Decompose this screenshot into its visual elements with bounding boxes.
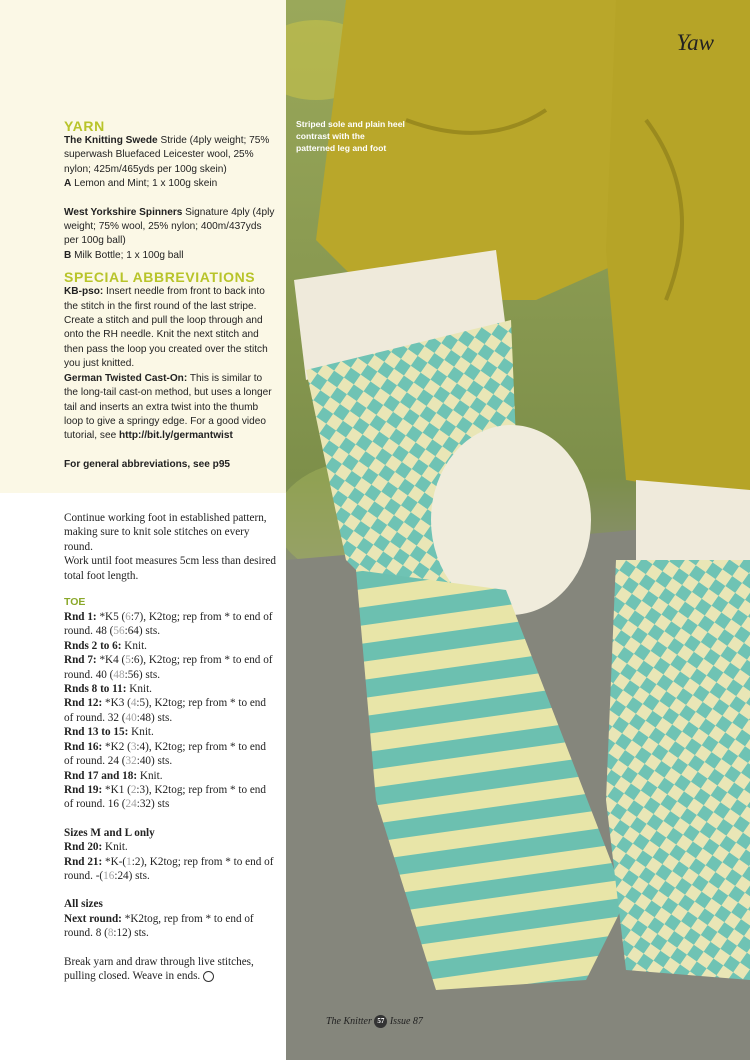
size-value: 16 — [103, 869, 115, 882]
issue-number: Issue 87 — [389, 1015, 423, 1027]
abbrev-term: German Twisted Cast-On: — [64, 372, 188, 384]
page-number: 57 — [374, 1015, 387, 1028]
round-text: *K2 ( — [102, 740, 131, 753]
round-text: Knit. — [126, 683, 152, 696]
round-text: :5), K2tog; rep from * to end of round. 32 ( — [64, 697, 266, 724]
round-text: :48) sts. — [136, 711, 173, 724]
round-text: :64) sts. — [124, 625, 161, 638]
size-value: 32 — [125, 755, 137, 768]
yarn-colour: Milk Bottle; 1 x 100g ball — [71, 249, 184, 261]
toe-heading: TOE — [64, 596, 86, 609]
yarn-heading: YARN — [64, 118, 105, 134]
photo-caption: Striped sole and plain heel contrast with the patterned leg and foot — [296, 119, 405, 153]
size-value: 1 — [126, 855, 132, 868]
yarn-desc: Stride (4ply weight; 75% superwash Bluefaced Leicester wool, 25% nylon; 425m/465yds per 100g skein) — [64, 135, 270, 175]
round-13-15 — [64, 725, 276, 739]
round-8-11 — [64, 682, 276, 696]
size-value: 4 — [130, 697, 137, 710]
yarn-brand: West Yorkshire Spinners — [64, 206, 183, 218]
round-7 — [64, 653, 276, 682]
page-footer — [326, 1015, 423, 1028]
round-text: :7), K2tog; rep from * to end of round. 48 ( — [64, 611, 273, 638]
size-value: 48 — [113, 668, 125, 681]
round-label: Rnd 16: — [64, 740, 103, 753]
round-label: Rnds 2 to 6: — [64, 639, 122, 652]
round-1 — [64, 610, 276, 639]
sizes-heading — [64, 826, 276, 840]
round-label: Rnd 13 to 15: — [64, 726, 129, 739]
size-value: 40 — [125, 711, 137, 724]
finishing-text — [64, 955, 276, 984]
magazine-name: The Knitter — [326, 1015, 372, 1027]
yarn-brand: The Knitting Swede — [64, 135, 158, 146]
yarn-code: A — [64, 178, 72, 190]
size-value: 2 — [130, 783, 137, 796]
round-label: Rnd 20: — [64, 841, 103, 854]
round-text: *K3 ( — [102, 697, 131, 710]
round-text: :32) sts — [136, 798, 170, 811]
round-16 — [64, 740, 276, 769]
intro-text: Work until foot measures 5cm less than desired total foot length. — [64, 555, 276, 582]
yarn-section — [64, 118, 276, 472]
round-text: :40) sts. — [136, 755, 173, 768]
round-text: :2), K2tog; rep from * to end of round. -( — [64, 855, 274, 882]
finish-text: Break yarn and draw through live stitches, pulling closed. Weave in ends. — [64, 955, 254, 982]
sizes-label: All sizes — [64, 898, 103, 911]
round-text: *K1 ( — [102, 783, 131, 796]
round-text: :3), K2tog; rep from * to end of round. 16 ( — [64, 783, 266, 811]
abbrev-german-cast-on — [64, 372, 276, 444]
round-label: Rnd 17 and 18: — [64, 769, 138, 782]
round-text: *K2tog, rep from * to end of round. 8 ( — [64, 912, 254, 940]
round-label: Rnds 8 to 11: — [64, 683, 127, 696]
size-value: 56 — [113, 625, 125, 638]
size-value: 6 — [125, 611, 131, 624]
page-title: Yaw — [676, 30, 714, 55]
round-2-6 — [64, 639, 276, 653]
round-text: :12) sts. — [113, 927, 149, 940]
end-mark-icon — [203, 971, 214, 982]
round-text: :4), K2tog; rep from * to end of round. 24 ( — [64, 740, 266, 768]
yarn-colour: Lemon and Mint; 1 x 100g skein — [71, 178, 218, 190]
next-round — [64, 912, 276, 941]
all-sizes-heading — [64, 897, 276, 911]
round-text: *K4 ( — [96, 654, 126, 667]
round-label: Rnd 12: — [64, 697, 103, 710]
general-abbrev-note — [64, 458, 276, 472]
yarn-code: B — [64, 249, 72, 261]
abbrev-text: Insert needle from front to back into the stitch in the first round of the last stripe. Create a stitch and pull the loop through and onto the RH needle. Knit the next stitch and then pass the loop you created over the stitch you just knitted. — [64, 286, 268, 370]
round-19 — [64, 783, 276, 812]
round-text: *K-( — [102, 855, 127, 868]
round-text: :24) sts. — [114, 869, 150, 882]
round-17-18 — [64, 769, 276, 783]
size-value: 24 — [125, 798, 137, 811]
abbrev-term: KB-pso: — [64, 286, 104, 298]
intro-text: Continue working foot in established pattern, making sure to knit sole stitches on every round. — [64, 512, 267, 553]
yarn-colour-b — [64, 249, 276, 263]
round-text: Knit. — [102, 841, 128, 854]
round-20 — [64, 840, 276, 854]
size-value: 8 — [107, 927, 114, 940]
abbrev-kb-pso — [64, 285, 276, 371]
round-label: Rnd 19: — [64, 783, 103, 796]
pattern-instructions — [64, 511, 276, 983]
general-abbrev-text: For general abbreviations, see p95 — [64, 458, 231, 470]
yarn-item-1 — [64, 134, 276, 177]
round-text: Knit. — [121, 639, 147, 652]
round-12 — [64, 696, 276, 725]
round-text: Knit. — [137, 769, 163, 782]
round-text: Knit. — [128, 726, 154, 739]
size-value: 3 — [130, 740, 137, 753]
yarn-item-2 — [64, 206, 276, 249]
tutorial-link[interactable]: http://bit.ly/germantwist — [118, 430, 233, 442]
abbrev-text: This is similar to the long-tail cast-on method, but uses a longer tail and inserts an extra twist into the thumb loop to give a springy edge. For a good video tutorial, see — [64, 372, 272, 442]
sizes-label: Sizes M and L only — [64, 826, 155, 839]
round-21 — [64, 855, 276, 884]
abbrev-heading: SPECIAL ABBREVIATIONS — [64, 269, 256, 286]
round-label: Rnd 1: — [64, 611, 97, 624]
round-text: :56) sts. — [124, 668, 161, 681]
size-value: 5 — [125, 654, 131, 667]
round-label: Rnd 21: — [64, 855, 103, 868]
round-label: Rnd 7: — [64, 654, 97, 667]
round-label: Next round: — [64, 912, 122, 925]
round-text: *K5 ( — [96, 611, 126, 624]
sock-photo — [286, 0, 750, 1060]
round-text: :6), K2tog; rep from * to end of round. 40 ( — [64, 654, 273, 681]
yarn-desc: Signature 4ply (4ply weight; 75% wool, 25% nylon; 400m/437yds per 100g ball) — [64, 206, 275, 247]
yarn-colour-a — [64, 177, 276, 191]
